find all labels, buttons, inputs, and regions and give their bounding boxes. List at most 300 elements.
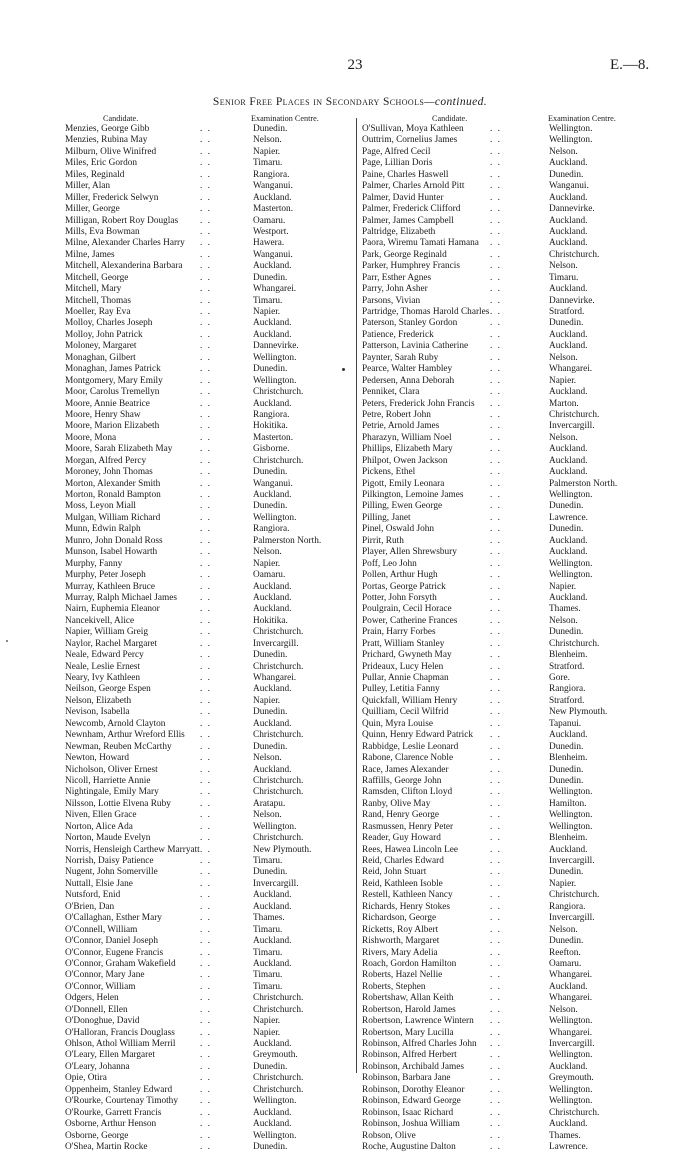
table-row — [362, 925, 644, 936]
table-row — [362, 1050, 644, 1061]
examination-centre: Whangarei. — [549, 364, 593, 375]
candidate-name: Pickens, Ethel — [362, 467, 416, 478]
examination-centre: Lawrence. — [549, 512, 588, 523]
table-row — [362, 547, 644, 558]
examination-centre: New Plymouth. — [549, 707, 608, 718]
heading-title: Senior Free Places in Secondary Schools — [212, 96, 425, 108]
candidate-name: Paterson, Stanley Gordon — [362, 318, 458, 329]
examination-centre: Auckland. — [253, 936, 292, 947]
examination-centre: Auckland. — [253, 684, 292, 695]
candidate-name: O'Connor, Mary Jane — [65, 970, 145, 981]
candidate-name: Reader, Guy Howard — [362, 833, 441, 844]
leader-dots: . . — [200, 581, 212, 592]
candidate-name: Nicoll, Harriette Annie — [65, 775, 151, 786]
leader-dots: . . — [200, 307, 212, 317]
candidate-name: Robinson, Archibald James — [362, 1061, 464, 1072]
table-row — [362, 696, 644, 707]
examination-centre: Thames. — [549, 604, 581, 615]
table-row — [362, 204, 644, 215]
candidate-name: O'Connor, Eugene Francis — [65, 947, 164, 958]
candidate-name: Norris, Hensleigh Carthew Marryatt — [65, 844, 200, 855]
candidate-name: Mulgan, William Richard — [65, 512, 161, 523]
candidate-name: Reid, Charles Edward — [362, 856, 444, 866]
candidate-name: Page, Alfred Cecil — [362, 146, 431, 157]
leader-dots: . . — [200, 524, 212, 535]
candidate-name: Newnham, Arthur Wreford Ellis — [65, 730, 185, 741]
leader-dots: . . — [200, 592, 212, 603]
examination-centre: Auckland. — [253, 581, 292, 592]
leader-dots: . . — [490, 1141, 502, 1152]
table-row — [65, 650, 353, 661]
examination-centre: Dunedin. — [549, 524, 584, 535]
leader-dots: . . — [200, 1130, 212, 1141]
candidate-name: Milne, Alexander Charles Harry — [65, 238, 185, 249]
table-row — [362, 662, 644, 673]
candidate-name: Nancekivell, Alice — [65, 615, 135, 626]
leader-dots: . . — [200, 364, 212, 375]
leader-dots: . . — [200, 181, 212, 192]
leader-dots: . . — [490, 512, 502, 523]
leader-dots: . . — [490, 798, 502, 809]
candidate-name: Nicholson, Oliver Ernest — [65, 764, 158, 775]
leader-dots: . . — [490, 490, 502, 500]
leader-dots: . . — [200, 1107, 212, 1118]
table-row — [362, 147, 644, 158]
table-row — [362, 490, 644, 501]
leader-dots: . . — [490, 718, 502, 729]
examination-centre: Invercargill. — [549, 421, 595, 432]
candidate-name: Morton, Alexander Smith — [65, 478, 161, 489]
right-column-header — [362, 113, 644, 124]
table-row — [65, 845, 353, 856]
margin-speck — [6, 640, 8, 642]
leader-dots: . . — [490, 181, 502, 192]
examination-centre: Christchurch. — [253, 1084, 304, 1095]
examination-centre: Reefton. — [549, 947, 581, 958]
table-row — [65, 570, 353, 581]
candidate-name: Pollen, Arthur Hugh — [362, 570, 438, 581]
leader-dots: . . — [200, 547, 212, 558]
leader-dots: . . — [200, 169, 212, 180]
table-row — [362, 890, 644, 901]
examination-centre: Christchurch. — [253, 787, 304, 798]
candidate-name: Moore, Mona — [65, 432, 117, 443]
table-row — [65, 604, 353, 615]
table-row — [362, 238, 644, 249]
table-row — [65, 193, 353, 204]
leader-dots: . . — [490, 901, 502, 912]
examination-centre: Whangarei. — [253, 284, 297, 295]
candidate-name: Robinson, Alfred Herbert — [362, 1050, 457, 1061]
candidate-name: O'Connor, Graham Wakefield — [65, 958, 176, 969]
examination-centre: New Plymouth. — [253, 844, 312, 855]
table-row — [65, 353, 353, 364]
table-row — [362, 639, 644, 650]
examination-centre: Invercargill. — [549, 856, 595, 866]
examination-centre: Christchurch. — [253, 833, 304, 844]
table-row — [65, 227, 353, 238]
candidate-name: Pilling, Ewen George — [362, 501, 443, 512]
table-row — [362, 616, 644, 627]
table-row — [362, 330, 644, 341]
examination-centre: Wellington. — [549, 135, 593, 146]
examination-centre: Nelson. — [549, 352, 578, 363]
table-row — [362, 181, 644, 192]
examination-centre: Auckland. — [253, 329, 292, 340]
table-row — [65, 959, 353, 970]
table-row — [65, 444, 353, 455]
candidate-name: O'Leary, Ellen Margaret — [65, 1050, 155, 1061]
leader-dots: . . — [490, 1004, 502, 1015]
table-row — [362, 284, 644, 295]
examination-centre: Christchurch. — [253, 455, 304, 466]
leader-dots: . . — [490, 398, 502, 409]
left-column — [65, 113, 353, 1153]
candidate-name: Palmer, Frederick Clifford — [362, 204, 461, 215]
candidate-name: O'Brien, Dan — [65, 901, 115, 912]
examination-centre: Auckland. — [253, 890, 292, 901]
leader-dots: . . — [490, 684, 502, 695]
examination-centre: Greymouth. — [253, 1050, 298, 1061]
table-row — [65, 1005, 353, 1016]
examination-centre: Timaru. — [253, 924, 283, 935]
candidate-name: Quinn, Henry Edward Patrick — [362, 730, 474, 741]
examination-centre: Wellington. — [549, 490, 593, 500]
table-row — [362, 513, 644, 524]
leader-dots: . . — [200, 215, 212, 226]
leader-dots: . . — [490, 238, 502, 249]
table-row — [65, 410, 353, 421]
examination-centre: Nelson. — [549, 924, 578, 935]
leader-dots: . . — [200, 947, 212, 958]
leader-dots: . . — [490, 730, 502, 741]
examination-centre: Christchurch. — [253, 627, 304, 638]
examination-centre: Wellington. — [549, 558, 593, 569]
leader-dots: . . — [200, 249, 212, 260]
examination-centre: Wellington. — [549, 1084, 593, 1095]
examination-centre: Dunedin. — [253, 364, 288, 375]
table-row — [362, 902, 644, 913]
leader-dots: . . — [200, 124, 212, 134]
examination-centre: Tapanui. — [549, 718, 582, 729]
table-row — [65, 1142, 353, 1153]
examination-centre: Napier. — [253, 146, 281, 157]
candidate-name: Rabbidge, Leslie Leonard — [362, 741, 459, 752]
candidate-name: Quickfall, William Henry — [362, 695, 458, 706]
table-row — [362, 1073, 644, 1084]
examination-centre: Wellington. — [549, 1096, 593, 1107]
centre-header: Examination Centre. — [548, 114, 616, 123]
table-row — [362, 135, 644, 146]
table-row — [65, 684, 353, 695]
candidate-name: Neary, Ivy Kathleen — [65, 673, 141, 683]
examination-centre: Dunedin. — [253, 272, 288, 283]
candidate-name: Newman, Reuben McCarthy — [65, 741, 172, 752]
candidate-name: Moeller, Ray Eva — [65, 307, 131, 317]
leader-dots: . . — [200, 878, 212, 889]
candidate-name: Naylor, Rachel Margaret — [65, 638, 158, 649]
candidate-name: Roach, Gordon Hamilton — [362, 958, 457, 969]
examination-centre: Wellington. — [253, 375, 297, 386]
leader-dots: . . — [490, 833, 502, 844]
examination-centre: Christchurch. — [549, 638, 600, 649]
table-row — [65, 1016, 353, 1027]
table-row — [362, 158, 644, 169]
candidate-name: O'Connor, William — [65, 981, 136, 992]
examination-centre: Wellington. — [253, 1130, 297, 1141]
examination-centre: Nelson. — [253, 547, 282, 558]
candidate-name: Monaghan, Gilbert — [65, 352, 136, 363]
examination-centre: Auckland. — [549, 455, 588, 466]
table-row — [362, 353, 644, 364]
examination-centre: Dunedin. — [253, 741, 288, 752]
examination-centre: Whangarei. — [549, 993, 593, 1004]
table-row — [362, 250, 644, 261]
leader-dots: . . — [490, 890, 502, 901]
table-row — [65, 696, 353, 707]
candidate-name: Penniket, Clara — [362, 387, 420, 398]
examination-centre: Dunedin. — [549, 764, 584, 775]
table-row — [362, 650, 644, 661]
candidate-name: Robinson, Joshua William — [362, 1119, 460, 1130]
table-row — [362, 1085, 644, 1096]
examination-centre: Dannevirke. — [549, 295, 595, 306]
leader-dots: . . — [200, 753, 212, 764]
examination-centre: Auckland. — [253, 718, 292, 729]
candidate-name: Page, Lillian Doris — [362, 158, 433, 169]
table-row — [65, 284, 353, 295]
examination-centre: Christchurch. — [253, 1073, 304, 1084]
candidate-name: Norrish, Daisy Patience — [65, 856, 154, 866]
table-row — [65, 833, 353, 844]
examination-centre: Wellington. — [549, 810, 593, 821]
table-row — [362, 216, 644, 227]
examination-centre: Hamilton. — [549, 798, 587, 809]
table-row — [362, 467, 644, 478]
candidate-name: Patience, Frederick — [362, 329, 434, 340]
leader-dots: . . — [490, 272, 502, 283]
candidate-name: Newcomb, Arnold Clayton — [65, 718, 166, 729]
leader-dots: . . — [200, 604, 212, 615]
candidate-name: Norton, Alice Ada — [65, 821, 133, 832]
leader-dots: . . — [490, 856, 502, 866]
candidate-name: Newton, Howard — [65, 753, 130, 764]
candidate-name: Prideaux, Lucy Helen — [362, 661, 444, 672]
table-row — [362, 833, 644, 844]
table-row — [65, 399, 353, 410]
examination-centre: Dunedin. — [549, 501, 584, 512]
examination-centre: Napier. — [253, 558, 281, 569]
table-row — [65, 124, 353, 135]
candidate-name: Power, Catherine Frances — [362, 615, 458, 626]
leader-dots: . . — [200, 226, 212, 237]
leader-dots: . . — [490, 753, 502, 764]
table-row — [362, 604, 644, 615]
candidate-name: Milne, James — [65, 249, 115, 260]
table-row — [362, 948, 644, 959]
leader-dots: . . — [490, 204, 502, 215]
examination-centre: Wanganui. — [253, 181, 293, 192]
examination-centre: Auckland. — [549, 592, 588, 603]
examination-centre: Auckland. — [549, 1061, 588, 1072]
table-row — [362, 307, 644, 318]
leader-dots: . . — [490, 1039, 502, 1049]
table-row — [362, 399, 644, 410]
candidate-name: Molloy, Charles Joseph — [65, 318, 153, 329]
leader-dots: . . — [490, 913, 502, 924]
table-row — [362, 810, 644, 821]
table-row — [362, 867, 644, 878]
table-row — [362, 170, 644, 181]
leader-dots: . . — [490, 592, 502, 603]
leader-dots: . . — [490, 352, 502, 363]
leader-dots: . . — [200, 455, 212, 466]
table-row — [362, 1039, 644, 1050]
examination-centre: Rangiora. — [253, 169, 290, 180]
candidate-name: O'Leary, Johanna — [65, 1061, 130, 1072]
leader-dots: . . — [200, 1016, 212, 1027]
table-row — [362, 261, 644, 272]
candidate-name: O'Connor, Daniel Joseph — [65, 936, 158, 947]
table-row — [65, 1085, 353, 1096]
leader-dots: . . — [200, 135, 212, 146]
examination-centre: Wellington. — [549, 787, 593, 798]
leader-dots: . . — [200, 501, 212, 512]
leader-dots: . . — [490, 958, 502, 969]
examination-centre: Christchurch. — [549, 249, 600, 260]
leader-dots: . . — [200, 810, 212, 821]
table-row — [362, 524, 644, 535]
leader-dots: . . — [490, 535, 502, 546]
examination-centre: Masterton. — [253, 204, 294, 215]
leader-dots: . . — [490, 981, 502, 992]
candidate-name: Restell, Kathleen Nancy — [362, 890, 453, 901]
candidate-name: Rand, Henry George — [362, 810, 440, 821]
table-row — [362, 1142, 644, 1153]
examination-centre: Dunedin. — [549, 936, 584, 947]
candidate-name: Parker, Humphrey Francis — [362, 261, 460, 272]
examination-centre: Gore. — [549, 673, 570, 683]
leader-dots: . . — [200, 535, 212, 546]
examination-centre: Christchurch. — [549, 1107, 600, 1118]
examination-centre: Nelson. — [253, 810, 282, 821]
candidate-name: Oppenheim, Stanley Edward — [65, 1084, 173, 1095]
candidate-name: Morgan, Alfred Percy — [65, 455, 147, 466]
candidate-name: Mills, Eva Bowman — [65, 226, 140, 237]
examination-centre: Auckland. — [253, 1039, 292, 1049]
leader-dots: . . — [490, 821, 502, 832]
candidate-name: Morton, Ronald Bampton — [65, 490, 161, 500]
leader-dots: . . — [200, 798, 212, 809]
table-row — [65, 238, 353, 249]
leader-dots: . . — [200, 913, 212, 924]
leader-dots: . . — [490, 284, 502, 295]
table-row — [362, 364, 644, 375]
examination-centre: Auckland. — [253, 398, 292, 409]
table-row — [65, 501, 353, 512]
examination-centre: Wellington. — [253, 352, 297, 363]
leader-dots: . . — [200, 775, 212, 786]
table-row — [362, 479, 644, 490]
leader-dots: . . — [490, 364, 502, 375]
table-row — [65, 147, 353, 158]
leader-dots: . . — [200, 1061, 212, 1072]
table-row — [65, 902, 353, 913]
table-row — [65, 216, 353, 227]
candidate-name: Roche, Augustine Dalton — [362, 1141, 456, 1152]
leader-dots: . . — [200, 352, 212, 363]
candidate-name: Player, Allen Shrewsbury — [362, 547, 457, 558]
examination-centre: Nelson. — [549, 146, 578, 157]
table-row — [65, 982, 353, 993]
candidate-name: Patterson, Lavinia Catherine — [362, 341, 469, 352]
leader-dots: . . — [490, 524, 502, 535]
candidate-name: Mitchell, George — [65, 272, 129, 283]
candidate-name: Partridge, Thomas Harold Charles — [362, 307, 490, 317]
table-row — [65, 170, 353, 181]
table-row — [362, 193, 644, 204]
candidate-name: Robinson, Alfred Charles John — [362, 1039, 477, 1049]
candidate-name: O'Donnell, Ellen — [65, 1004, 128, 1015]
examination-centre: Invercargill. — [549, 1039, 595, 1049]
candidate-name: Robertson, Harold James — [362, 1004, 456, 1015]
examination-centre: Wellington. — [549, 1050, 593, 1061]
examination-centre: Auckland. — [549, 535, 588, 546]
leader-dots: . . — [490, 707, 502, 718]
examination-centre: Stratford. — [549, 695, 585, 706]
leader-dots: . . — [490, 581, 502, 592]
examination-centre: Dunedin. — [253, 501, 288, 512]
examination-centre: Christchurch. — [253, 993, 304, 1004]
leader-dots: . . — [200, 1039, 212, 1049]
candidate-name: Niven, Ellen Grace — [65, 810, 137, 821]
table-row — [362, 959, 644, 970]
examination-centre: Auckland. — [253, 1119, 292, 1130]
leader-dots: . . — [490, 387, 502, 398]
candidate-name: Monaghan, James Patrick — [65, 364, 161, 375]
examination-centre: Christchurch. — [253, 661, 304, 672]
candidate-name: Miles, Eric Gordon — [65, 158, 138, 169]
table-row — [362, 1119, 644, 1130]
candidate-name: Paynter, Sarah Ruby — [362, 352, 439, 363]
table-row — [362, 570, 644, 581]
table-row — [362, 1016, 644, 1027]
examination-centre: Christchurch. — [253, 730, 304, 741]
heading-continued: —continued. — [424, 96, 488, 108]
leader-dots: . . — [490, 444, 502, 455]
table-row — [362, 993, 644, 1004]
table-row — [65, 639, 353, 650]
examination-centre: Dunedin. — [253, 124, 288, 134]
candidate-header: Candidate. — [432, 114, 468, 123]
candidate-name: Quin, Myra Louise — [362, 718, 434, 729]
candidate-name: Robertson, Mary Lucilla — [362, 1027, 454, 1038]
leader-dots: . . — [490, 661, 502, 672]
candidate-name: Quilliam, Cecil Wilfrid — [362, 707, 449, 718]
leader-dots: . . — [490, 570, 502, 581]
examination-centre: Dunedin. — [549, 169, 584, 180]
leader-dots: . . — [490, 844, 502, 855]
candidate-name: O'Donoghue, David — [65, 1016, 140, 1027]
table-row — [362, 1108, 644, 1119]
examination-centre: Christchurch. — [253, 775, 304, 786]
examination-centre: Dunedin. — [253, 467, 288, 478]
candidate-name: Ramsden, Clifton Lloyd — [362, 787, 453, 798]
table-row — [65, 559, 353, 570]
leader-dots: . . — [490, 993, 502, 1004]
examination-centre: Whangarei. — [549, 1027, 593, 1038]
examination-centre: Thames. — [549, 1130, 581, 1141]
